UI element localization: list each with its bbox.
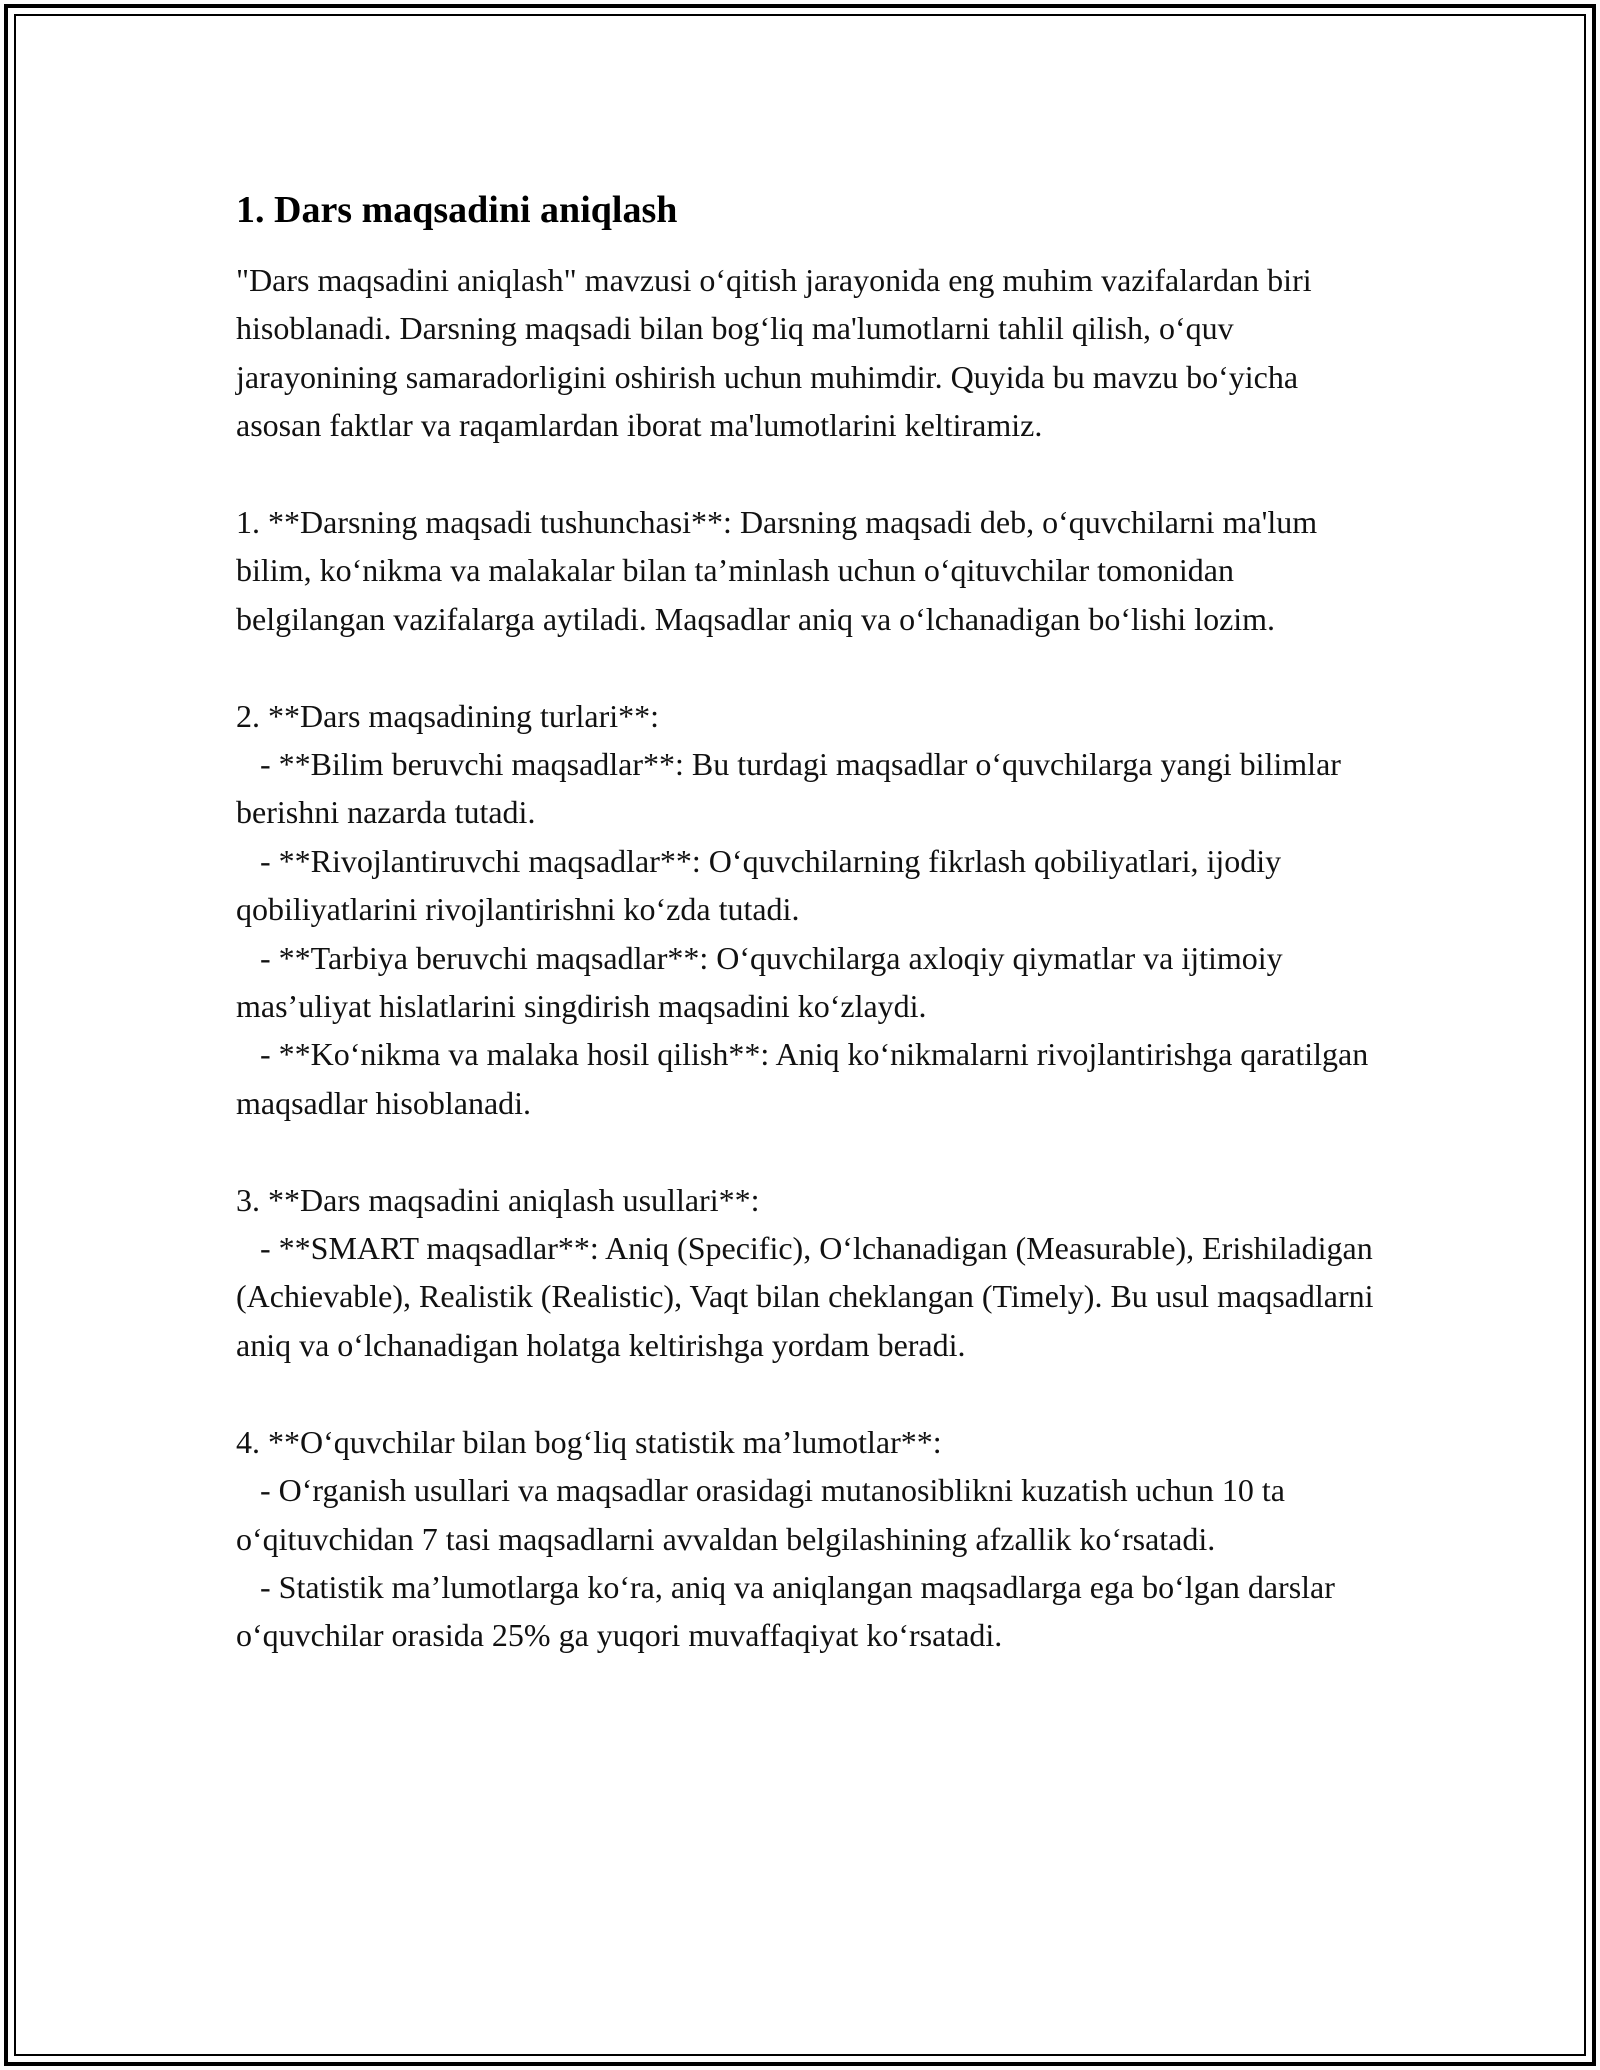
paragraph-gap	[236, 1127, 1376, 1175]
section-2-paragraph: 2. **Dars maqsadining turlari**: - **Bilim beruvchi maqsadlar**: Bu turdagi maqsadlar o‘quvchilarga yangi bilimlar berishni nazarda tutadi. - **Rivojlantiruvchi maqsadlar**: O‘quvchilarning fikrlash qobiliyatlari, ijodiy qobiliyatlarini rivojlantirishni ko‘zda tutadi. - **Tarbiya beruvchi maqsadlar**: O‘quvchilarga axloqiy qiymatlar va ijtimoiy mas’uliyat hislatlarini singdirish maqsadini ko‘zlaydi. - **Ko‘nikma va malaka hosil qilish**: Aniq ko‘nikmalarni rivojlantirishga qaratilgan maqsadlar hisoblanadi.	[236, 697, 1369, 1121]
document-title: 1. Dars maqsadini aniqlash	[236, 189, 678, 231]
paragraph-gap	[236, 643, 1376, 691]
section-3-paragraph: 3. **Dars maqsadini aniqlash usullari**: - **SMART maqsadlar**: Aniq (Specific), O‘lchanadigan (Measurable), Erishiladigan (Achievable), Realistik (Realistic), Vaqt bilan cheklangan (Timely). Bu usul maqsadlarni aniq va o‘lchanadigan holatga keltirishga yordam beradi.	[236, 1181, 1374, 1363]
section-1-paragraph: 1. **Darsning maqsadi tushunchasi**: Darsning maqsadi deb, o‘quvchilarni ma'lum bilim, ko‘nikma va malakalar bilan ta’minlash uchun o‘qituvchilar tomonidan belgilangan vazifalarga aytiladi. Maqsadlar aniq va o‘lchanadigan bo‘lishi lozim.	[236, 504, 1326, 637]
paragraph-gap	[236, 450, 1376, 498]
document-body	[236, 186, 1376, 1660]
section-4-paragraph: 4. **O‘quvchilar bilan bog‘liq statistik ma’lumotlar**: - O‘rganish usullari va maqsadlar orasidagi mutanosiblikni kuzatish uchun 10 ta o‘qituvchidan 7 tasi maqsadlarni avvaldan belgilashining afzallik ko‘rsatadi. - Statistik ma’lumotlarga ko‘ra, aniq va aniqlangan maqsadlarga ega bo‘lgan darslar o‘quvchilar orasida 25% ga yuqori muvaffaqiyat ko‘rsatadi.	[236, 1423, 1335, 1654]
intro-paragraph: "Dars maqsadini aniqlash" mavzusi o‘qitish jarayonida eng muhim vazifalardan biri hisoblanadi. Darsning maqsadi bilan bog‘liq ma'lumotlarni tahlil qilish, o‘quv jarayonining samaradorligini oshirish uchun muhimdir. Quyida bu mavzu bo‘yicha asosan faktlar va raqamlardan iborat ma'lumotlarini keltiramiz.	[236, 262, 1320, 444]
paragraph-gap	[236, 1369, 1376, 1417]
